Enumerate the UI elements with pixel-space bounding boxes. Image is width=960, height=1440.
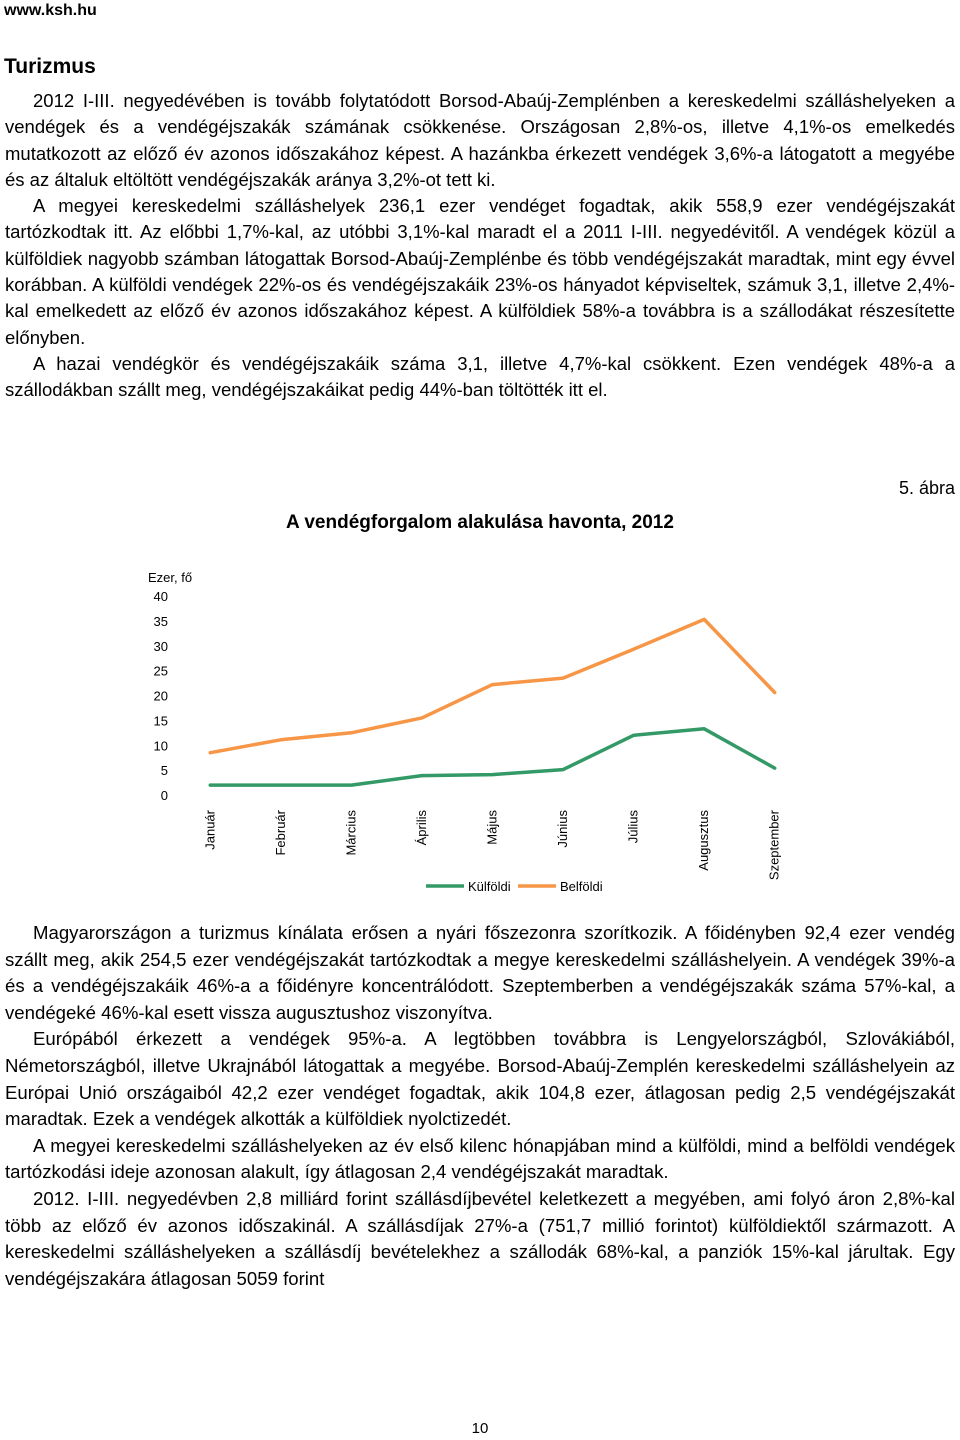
x-tick-label: Augusztus (696, 810, 712, 871)
paragraph: 2012 I-III. negyedévében is tovább folytatódott Borsod-Abaúj-Zemplénben a kereskedelmi szálláshelyeken a vendégek és a vendégéjszakák számának csökkenése. Országosan 2,8%-os, illetve 4,1%-os emelkedés mutatkozott az előző év azonos időszakához képest. A hazánkba érkezett vendégek 3,6%-a látogatott a megyébe és az általuk eltöltött vendégéjszakák aránya 3,2%-ot tett ki. (5, 90, 955, 190)
outro-text (5, 920, 955, 1292)
x-tick-label: Április (413, 810, 429, 846)
y-tick-label: 10 (153, 738, 168, 754)
x-axis (202, 809, 781, 880)
data-point (420, 716, 423, 719)
data-point (209, 751, 212, 754)
x-tick-label: Május (484, 810, 500, 845)
data-point (562, 677, 565, 680)
data-point (350, 784, 353, 787)
y-tick-label: 30 (153, 638, 168, 654)
data-point (773, 691, 776, 694)
y-tick-label: 5 (160, 763, 168, 779)
data-point (491, 773, 494, 776)
page-number: 10 (471, 1420, 489, 1437)
y-axis (148, 570, 192, 803)
data-point (562, 768, 565, 771)
paragraph: A megyei kereskedelmi szálláshelyek 236,1 ezer vendéget fogadtak, akik 558,9 ezer vendégéjszakát tartózkodtak itt. Az előbbi 1,7%-kal, az utóbbi 3,1%-kal maradt el a 2011 I-III. negyedévitől. A vendégek közül a külföldiek nagyobb számban látogattak Borsod-Abaúj-Zemplénbe és több vendégéjszakát maradtak, mint egy évvel korábban. A külföldi vendégek 22%-os és vendégéjszakáik 23%-os hányadot képviseltek, számuk 3,1, illetve 2,4%-kal emelkedett az előző év azonos időszakához képest. A külföldiek 58%-a továbbra is a szállodákat részesítette előnyben. (5, 195, 955, 348)
data-point (279, 738, 282, 741)
y-tick-label: 0 (160, 788, 168, 803)
y-tick-label: 25 (153, 663, 168, 679)
legend (426, 879, 603, 894)
x-tick-label: Június (555, 810, 571, 848)
figure-number: 5. ábra (898, 478, 955, 498)
x-tick-label: Február (272, 810, 288, 856)
paragraph: 2012. I-III. negyedévben 2,8 milliárd forint szállásdíjbevétel keletkezett a megyében, ami folyó áron 2,8%-kal több az előző év azonos időszakinál. A szállásdíjak 27%-a (751,7 millió forintot) külföldiektől származott. A kereskedelmi szálláshelyeken a szállásdíj bevételekhez a szállodák 68%-kal, a panziók 15%-kal járultak. Egy vendégéjszakára átlagosan 5059 forint (5, 1187, 955, 1289)
y-tick-label: 35 (153, 613, 168, 629)
data-point (209, 784, 212, 787)
y-tick-label: 20 (153, 688, 168, 704)
data-point (279, 784, 282, 787)
x-tick-label: Szeptember (766, 810, 782, 881)
data-point (350, 731, 353, 734)
legend-label: Belföldi (560, 879, 603, 894)
site-url[interactable]: www.ksh.hu (4, 2, 97, 19)
series (209, 618, 776, 787)
section-title: Turizmus (4, 55, 96, 78)
x-tick-label: Július (625, 810, 641, 844)
data-point (773, 767, 776, 770)
paragraph: A megyei kereskedelmi szálláshelyeken az év első kilenc hónapjában mind a külföldi, mind a belföldi vendégek tartózkodási ideje azonosan alakult, így átlagosan 2,4 vendégéjszakát maradtak. (5, 1134, 955, 1183)
data-point (420, 774, 423, 777)
paragraph: Magyarországon a turizmus kínálata erősen a nyári főszezonra szorítkozik. A főidényben 92,4 ezer vendég szállt meg, akik 254,5 ezer vendégéjszakát tartózkodtak a megye kereskedelmi szálláshelyein. A vendégek 39%-a és a vendégéjszakáik 46%-a a főidényre koncentrálódott. Szeptemberben a vendégéjszakák száma 57%-kal, a vendégeké 46%-kal esett vissza augusztushoz viszonyítva. (5, 922, 955, 1023)
data-point (632, 648, 635, 651)
data-point (632, 734, 635, 737)
data-point (703, 618, 706, 621)
line-chart (0, 540, 960, 910)
data-point (491, 683, 494, 686)
y-tick-label: 15 (153, 713, 168, 729)
x-tick-label: Március (343, 810, 359, 856)
paragraph: Európából érkezett a vendégek 95%-a. A legtöbben továbbra is Lengyelországból, Szlovákiából, Németországból, illetve Ukrajnából látogattak a megyébe. Borsod-Abaúj-Zemplén kereskedelmi szálláshelyein az Európai Unió országaiból 42,2 ezer vendéget fogadtak, akik 104,8 ezer, átlagosan pedig 2,5 vendégéjszakát maradtak. Ezek a vendégek alkották a külföldiek nyolctizedét. (5, 1028, 955, 1130)
intro-text (5, 88, 955, 404)
y-tick-label: 40 (153, 589, 168, 604)
legend-label: Külföldi (468, 879, 511, 894)
y-axis-label: Ezer, fő (148, 570, 193, 585)
x-tick-label: Január (202, 810, 218, 850)
data-point (703, 727, 706, 730)
paragraph: A hazai vendégkör és vendégéjszakáik száma 3,1, illetve 4,7%-kal csökkent. Ezen vendégek 48%-a a szállodákban szállt meg, vendégéjszakáikat pedig 44%-ban töltötték itt el. (5, 352, 955, 401)
chart-title: A vendégforgalom alakulása havonta, 2012 (286, 512, 674, 533)
